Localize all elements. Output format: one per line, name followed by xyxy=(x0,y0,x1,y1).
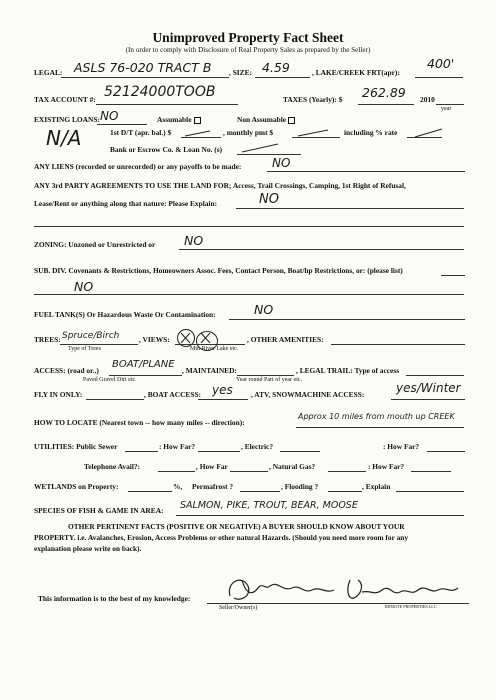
liens-line xyxy=(267,171,465,172)
pertinent-line-2: PROPERTY. i.e. Avalanches, Erosion, Access Problems or other natural Hazards. (Should you need more room for any xyxy=(34,533,409,542)
explain-line xyxy=(396,491,464,492)
non-assumable-label: Non Assumable xyxy=(237,116,295,124)
liens-value: NO xyxy=(272,156,291,170)
utilities-label: UTILITIES: Public Sewer xyxy=(34,442,118,451)
trees-value: Spruce/Birch xyxy=(62,331,120,341)
na-value: N/A xyxy=(46,126,82,150)
subdiv-value: NO xyxy=(74,279,94,294)
wetlands-label: WETLANDS on Property: xyxy=(34,482,119,491)
legal-label: LEGAL: xyxy=(34,68,63,77)
tax-year-line xyxy=(436,104,464,105)
bank-label: Bank or Escrow Co. & Loan No. (s) xyxy=(110,145,223,154)
third-party-line xyxy=(236,208,464,209)
taxes-label: TAXES (Yearly): $ xyxy=(283,95,343,104)
lake-line xyxy=(415,77,463,78)
access-line xyxy=(109,375,182,376)
zoning-label: ZONING: Unzoned or Unrestricted or xyxy=(34,240,156,249)
wetlands-line xyxy=(128,491,172,492)
access-caption: Paved Gravel Dirt etc. xyxy=(83,377,137,383)
locate-value: Approx 10 miles from mouth up CREEK xyxy=(298,412,455,421)
legal-trail-label: , LEGAL TRAIL: Type of access xyxy=(296,366,400,375)
tax-account-label: TAX ACCOUNT #: xyxy=(34,95,96,104)
tax-year: 2010 xyxy=(420,95,435,104)
subdiv-line-2 xyxy=(34,294,464,295)
taxes-line xyxy=(358,104,414,105)
rate-label: including % rate xyxy=(344,128,398,137)
boat-access-label: , BOAT ACCESS: xyxy=(144,390,202,399)
explain-label: , Explain xyxy=(362,482,391,491)
company-stamp: REMOTE PROPERTIES LLC xyxy=(385,604,437,609)
electric-label: , Electric? xyxy=(241,442,274,451)
monthly-label: , monthly pmt $ xyxy=(223,128,274,137)
lake-value: 400' xyxy=(427,56,455,71)
howfar-3-line xyxy=(230,471,268,472)
assumable-label: Assumable xyxy=(157,116,201,124)
electric-line xyxy=(280,451,320,452)
size-label: , SIZE: xyxy=(229,68,253,77)
assumable-checkbox[interactable] xyxy=(194,117,201,124)
signature-caption: Seller/Owner(s) xyxy=(219,605,258,611)
owner-signatures xyxy=(222,572,467,608)
page-title: Unimproved Property Fact Sheet xyxy=(152,30,344,45)
atv-line xyxy=(391,399,465,400)
trees-label: TREES: xyxy=(34,335,61,344)
trees-line xyxy=(60,344,138,345)
maintained-caption: Year round Part of year etc. xyxy=(236,377,303,383)
telephone-line xyxy=(158,471,195,472)
third-party-label: ANY 3rd PARTY AGREEMENTS TO USE THE LAND FOR; Access, Trail Crossings, Camping, 1st Right of Refusal, xyxy=(34,181,406,190)
liens-label: ANY LIENS (recorded or unrecorded) or any payoffs to be made: xyxy=(34,162,242,171)
bank-dash xyxy=(238,140,288,154)
locate-line xyxy=(296,427,464,428)
third-party-value: NO xyxy=(259,192,279,207)
size-value: 4.59 xyxy=(262,60,290,75)
flooding-line xyxy=(328,491,362,492)
bank-line xyxy=(237,154,301,155)
dash-marks xyxy=(180,126,450,140)
views-checkmarks xyxy=(178,330,218,346)
page-subtitle: (In order to comply with Disclosure of Real Property Sales as prepared by the Seller) xyxy=(125,46,371,54)
third-party-line-2 xyxy=(34,226,464,227)
tax-account-value: 52124000TOOB xyxy=(104,84,216,100)
zoning-value: NO xyxy=(184,233,204,248)
views-caption: Mtn River Lake etc. xyxy=(190,346,239,352)
howfar-1-line xyxy=(198,451,240,452)
non-assumable-checkbox[interactable] xyxy=(288,117,295,124)
legal-line xyxy=(61,77,229,78)
species-value: SALMON, PIKE, TROUT, BEAR, MOOSE xyxy=(180,500,358,511)
amenities-label: , OTHER AMENITIES: xyxy=(247,335,324,344)
taxes-value: 262.89 xyxy=(362,85,406,100)
howfar-1: : How Far? xyxy=(159,442,196,451)
tax-account-line xyxy=(96,104,238,105)
fuel-line xyxy=(229,319,465,320)
views-label: , VIEWS: xyxy=(139,335,170,344)
wetlands-pct: %, xyxy=(173,482,183,491)
size-line xyxy=(255,77,310,78)
fly-line xyxy=(86,399,144,400)
amenities-line xyxy=(331,344,465,345)
existing-loans-value: NO xyxy=(100,109,119,123)
legal-value: ASLS 76-020 TRACT B xyxy=(74,60,212,75)
access-value: BOAT/PLANE xyxy=(112,359,175,370)
maintained-line xyxy=(237,375,294,376)
boat-access-line xyxy=(198,399,248,400)
locate-label: HOW TO LOCATE (Nearest town -- how many miles -- direction): xyxy=(34,418,245,427)
pertinent-line-1: OTHER PERTINENT FACTS (POSITIVE OR NEGATIVE) A BUYER SHOULD KNOW ABOUT YOUR xyxy=(68,522,405,531)
howfar-4: : How Far? xyxy=(368,462,405,471)
zoning-line xyxy=(179,249,464,250)
third-party-label-2: Lease/Rent or anything along that nature: Please Explain: xyxy=(34,199,218,208)
maintained-label: , MAINTAINED: xyxy=(182,366,237,375)
atv-value: yes/Winter xyxy=(396,381,461,395)
access-label: ACCESS: (road or..) xyxy=(34,366,99,375)
dt-label: 1st D/T (apr. bal.) $ xyxy=(110,128,172,137)
telephone-label: Telephone Avail?: xyxy=(84,462,141,471)
species-line xyxy=(176,515,464,516)
howfar-2: : How Far? xyxy=(383,442,420,451)
lake-label: , LAKE/CREEK FRT(apr): xyxy=(312,68,400,77)
legal-trail-line xyxy=(406,375,464,376)
permafrost-line xyxy=(240,491,280,492)
atv-label: , ATV, SNOWMACHINE ACCESS: xyxy=(251,390,365,399)
howfar-4-line xyxy=(411,471,451,472)
howfar-2-line xyxy=(427,451,465,452)
existing-loans-label: EXISTING LOANS: xyxy=(34,115,100,124)
fuel-value: NO xyxy=(254,302,274,317)
permafrost-label: Permafrost ? xyxy=(192,482,234,491)
fly-label: FLY IN ONLY: xyxy=(34,390,83,399)
sewer-line xyxy=(125,451,158,452)
trees-caption: Type of Trees xyxy=(68,346,101,352)
boat-access-value: yes xyxy=(212,383,233,397)
fuel-label: FUEL TANK(S) Or Hazardous Waste Or Contamination: xyxy=(34,310,216,319)
subdiv-label: SUB. DIV. Covenants & Restrictions, Homeowners Assoc. Fees, Contact Person, Boat/hp Restrictions, or: (please list) xyxy=(34,266,403,275)
gas-line xyxy=(328,471,366,472)
existing-loans-line xyxy=(97,124,147,125)
subdiv-line xyxy=(441,275,465,276)
pertinent-line-3: explanation please write on back). xyxy=(34,544,142,553)
gas-label: , Natural Gas? xyxy=(269,462,316,471)
signature-label: This information is to the best of my knowledge: xyxy=(38,594,191,603)
flooding-label: , Flooding ? xyxy=(281,482,319,491)
species-label: SPECIES OF FISH & GAME IN AREA: xyxy=(34,506,164,515)
howfar-3: , How Far xyxy=(196,462,228,471)
tax-year-caption: year xyxy=(441,106,452,112)
